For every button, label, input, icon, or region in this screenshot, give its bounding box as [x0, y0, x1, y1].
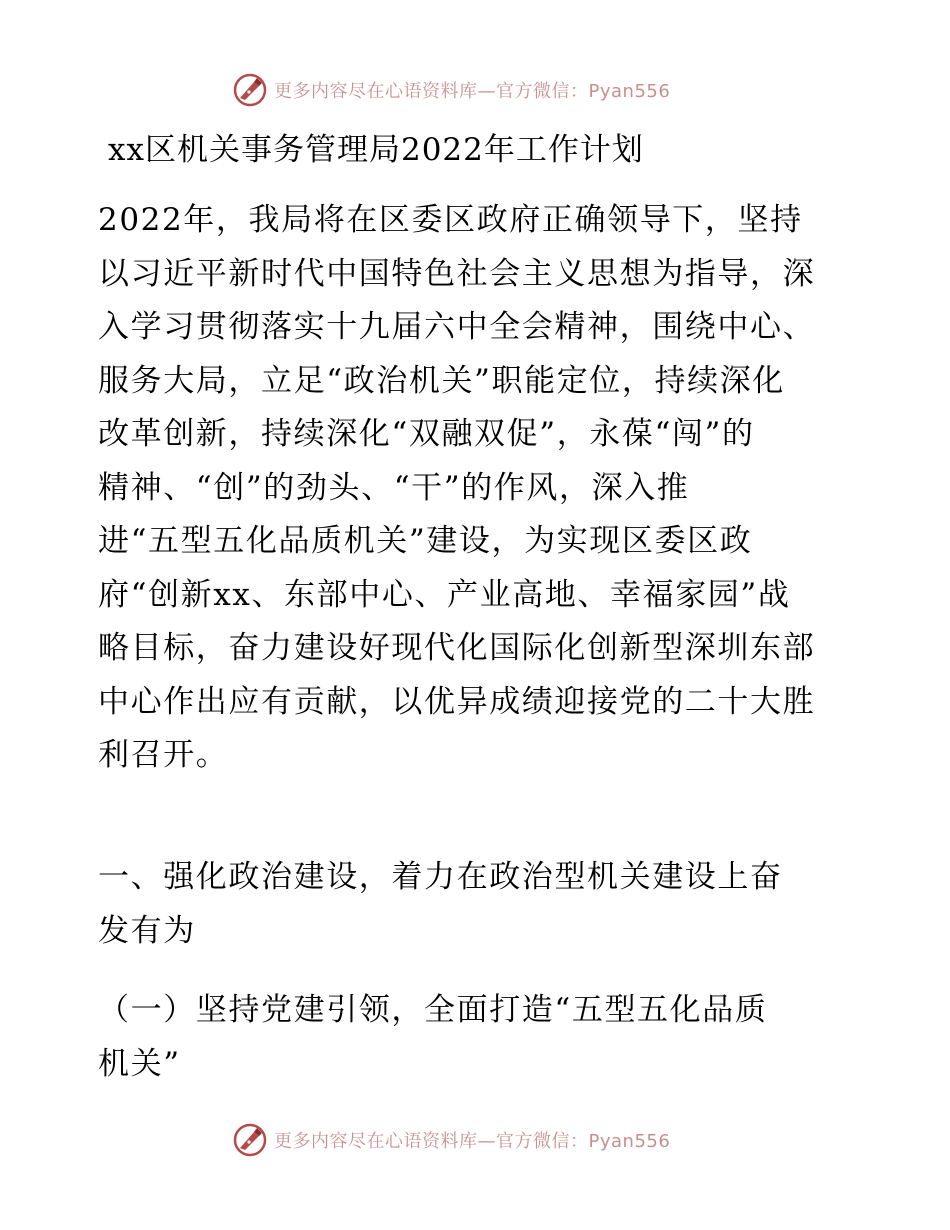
text-line: 2022年，我局将在区委区政府正确领导下，坚持: [98, 202, 803, 238]
text-line: 进“五型五化品质机关”建设，为实现区委区政: [98, 523, 753, 559]
text-line: 一、强化政治建设，着力在政治型机关建设上奋: [98, 859, 783, 895]
header-banner: [232, 70, 670, 110]
banner-text: 更多内容尽在心语资料库—官方微信：Pyan556: [274, 81, 671, 102]
text-line: 服务大局，立足“政治机关”职能定位，持续深化: [98, 362, 785, 399]
text-line: 机关”: [98, 1045, 181, 1082]
pen-nib-circle-icon: [232, 1122, 268, 1158]
text-line: 入学习贯彻落实十九届六中全会精神，围绕中心、: [98, 309, 816, 345]
text-line: 利召开。: [98, 737, 229, 773]
text-line: 精神、“创”的劲头、“干”的作风，深入推: [98, 469, 690, 506]
document-title: xx区机关事务管理局2022年工作计划: [108, 132, 644, 168]
footer-banner: [232, 1120, 670, 1160]
banner-text: 更多内容尽在心语资料库—官方微信：Pyan556: [274, 1131, 671, 1152]
text-line: 以习近平新时代中国特色社会主义思想为指导，深: [98, 255, 816, 292]
text-line: 改革创新，持续深化“双融双促”，永葆“闯”的: [98, 416, 755, 452]
subsection-heading-1: [98, 984, 838, 1091]
text-line: 府“创新xx、东部中心、产业高地、幸福家园”战: [98, 576, 791, 613]
intro-paragraph: [98, 194, 858, 783]
text-line: 发有为: [98, 912, 196, 949]
text-line: 中心作出应有贡献，以优异成绩迎接党的二十大胜: [98, 683, 816, 720]
text-line: 略目标，奋力建设好现代化国际化创新型深圳东部: [98, 630, 816, 666]
section-heading-1: [98, 851, 838, 958]
text-line: （一）坚持党建引领，全面打造“五型五化品质: [98, 992, 768, 1028]
pen-nib-circle-icon: [232, 72, 268, 108]
